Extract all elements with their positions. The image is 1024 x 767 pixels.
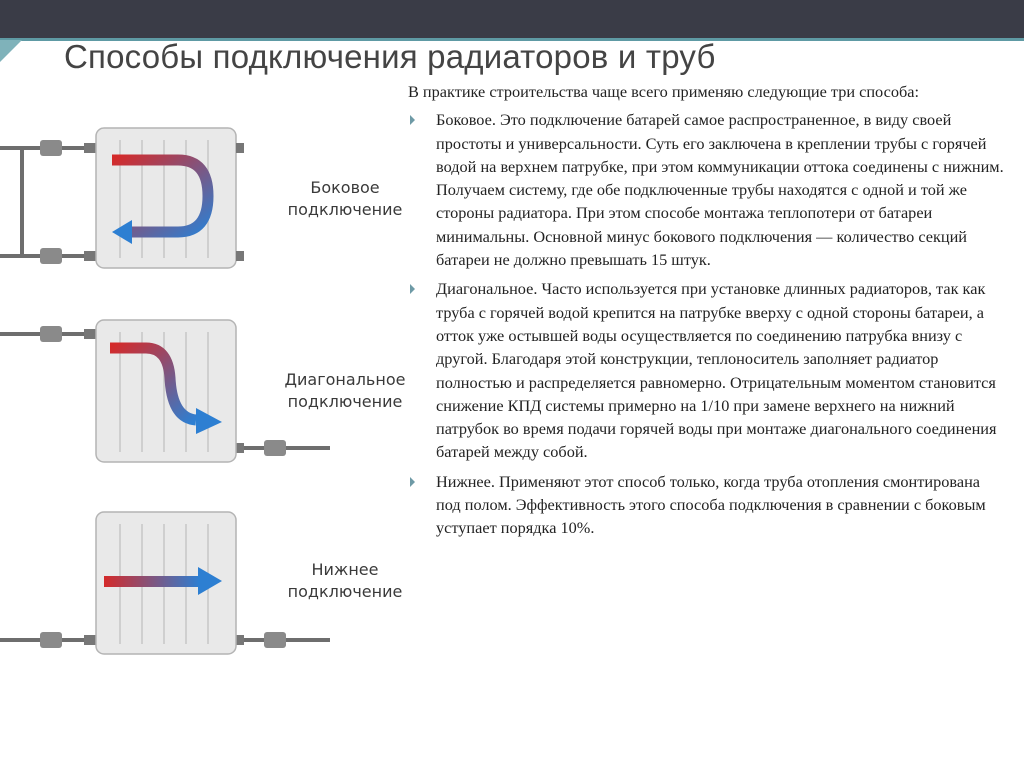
label-side-line2: подключение — [287, 200, 403, 219]
radiator-diagonal-connection — [0, 320, 330, 462]
top-bar — [0, 0, 1024, 38]
bullet-side-text: Боковое. Это подключение батарей самое распространенное, в виду своей простоты и универсальности. Суть его заключена в креплении трубы с горячей водой на верхнем патрубке, при этом коммуникации оттока соединены с нижним. Получаем систему, где обе подключенные трубы находятся с одной и той же стороны радиатора. При этом способе монтажа теплопотери от батареи минимальны. Основной минус бокового подключения — количество секций батареи не должно превышать 15 штук. — [436, 110, 1004, 270]
label-side-line1: Боковое — [310, 178, 380, 197]
bullet-marker-icon — [410, 477, 415, 487]
radiator-bottom-connection — [0, 512, 330, 654]
radiator-side-connection — [0, 128, 244, 268]
bullet-marker-icon — [410, 115, 415, 125]
slide-title: Способы подключения радиаторов и труб — [64, 38, 716, 75]
bullet-side — [408, 108, 1008, 271]
intro-text: В практике строительства чаще всего применяю следующие три способа: — [408, 82, 919, 101]
bullet-bottom — [408, 470, 1008, 540]
bullet-list — [408, 108, 1008, 539]
bullet-diagonal-text: Диагональное. Часто используется при установке длинных радиаторов, так как труба с горячей водой крепится на патрубке вверху с одной стороны батареи, а отток уже остывшей воды осуществляется по соединению патрубка внизу с другой. Благодаря этой конструкции, теплоноситель заполняет радиатор полностью и распределяется равномерно. Отрицательным моментом становится снижение КПД системы примерно на 1/10 при замене верхнего на нижний патрубок во время подачи горячей воды при монтаже диагонального соединения батарей между собой. — [436, 279, 997, 462]
slide-body — [408, 80, 1008, 546]
bullet-marker-icon — [410, 284, 415, 294]
radiator-illustration — [0, 100, 430, 760]
corner-decoration — [0, 40, 22, 62]
label-diagonal-line2: подключение — [287, 392, 403, 411]
label-diagonal-line1: Диагональное — [284, 370, 406, 389]
label-bottom-line1: Нижнее — [311, 560, 379, 579]
bullet-diagonal — [408, 277, 1008, 463]
bullet-bottom-text: Нижнее. Применяют этот способ только, когда труба отопления смонтирована под полом. Эффективность этого способа подключения в сравнении с боковым уступает порядка 10%. — [436, 471, 986, 538]
label-bottom-line2: подключение — [287, 582, 403, 601]
